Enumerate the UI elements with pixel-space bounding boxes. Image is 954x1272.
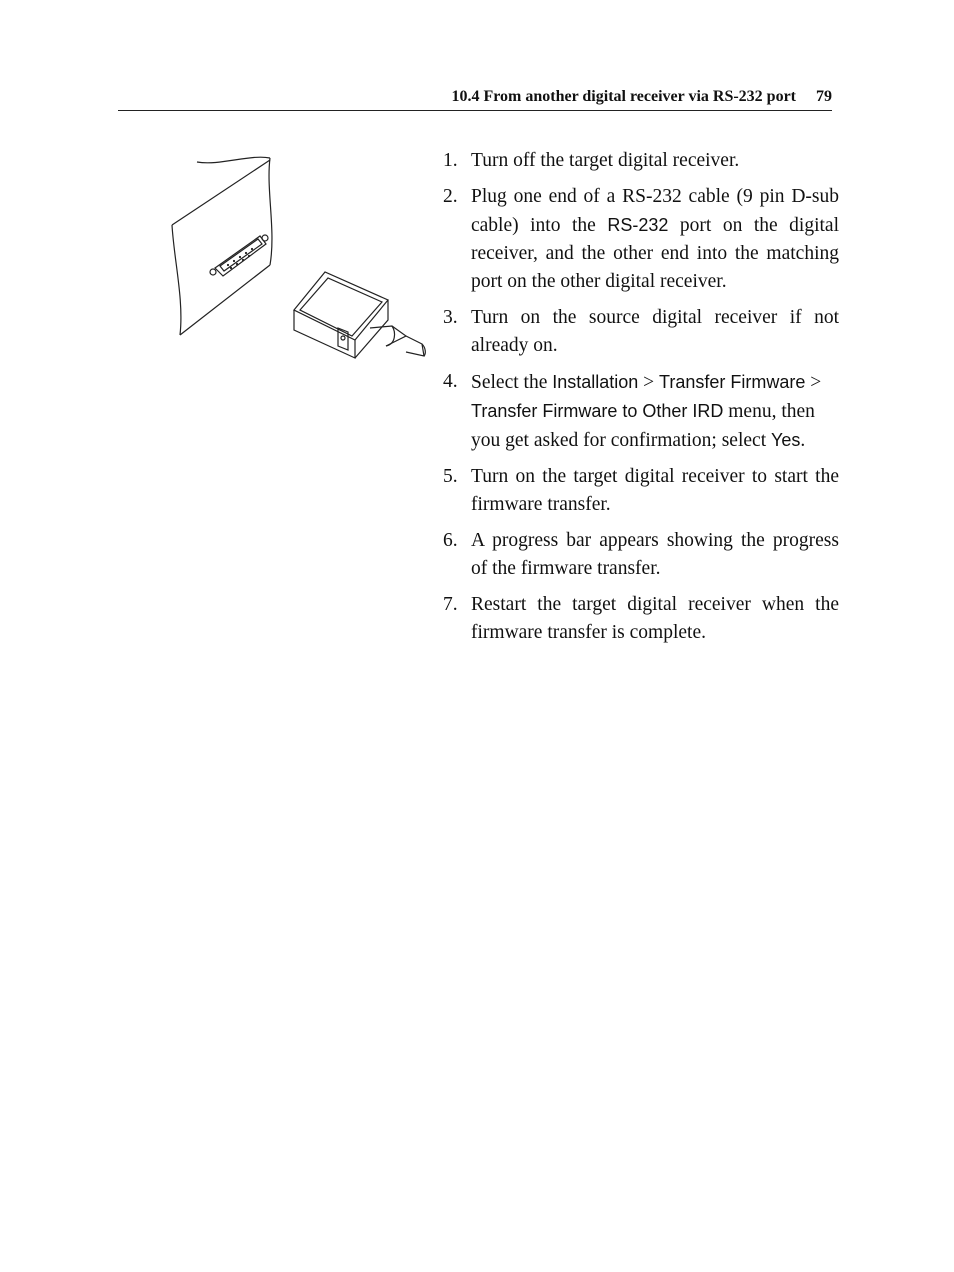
yes-option-label: Yes [770, 430, 801, 450]
rs232-illustration [160, 150, 440, 370]
step-text: port on the digital receiver, and the other end into the matching port on the other digital receiver. [471, 215, 839, 292]
list-item [443, 463, 839, 519]
step-text: Plug one end of a RS-232 cable (9 pin D-sub cable) into the [471, 186, 839, 236]
step-number: 7. [443, 594, 458, 615]
step-number: 2. [443, 186, 458, 207]
list-item [443, 368, 839, 455]
list-item [443, 147, 839, 175]
list-item [443, 591, 839, 647]
step-text: . [800, 430, 806, 451]
menu-separator: > [638, 372, 660, 393]
step-number: 1. [443, 150, 458, 171]
step-text: Restart the target digital receiver when the firmware transfer is complete. [471, 594, 839, 643]
step-number: 4. [443, 371, 458, 392]
list-item [443, 304, 839, 360]
section-title: 10.4 From another digital receiver via RS-232 port [451, 88, 796, 105]
page-number: 79 [816, 88, 832, 105]
step-text: Select the [471, 372, 553, 393]
rs232-port-and-cable-icon [160, 150, 440, 370]
step-number: 6. [443, 530, 458, 551]
list-item [443, 527, 839, 583]
step-text: menu, then you get asked for confirmation; select [471, 401, 815, 451]
step-number: 3. [443, 307, 458, 328]
step-text: A progress bar appears showing the progress of the firmware transfer. [471, 530, 839, 579]
list-item [443, 183, 839, 296]
running-header [118, 86, 832, 111]
menu-transfer-firmware: Transfer Firmware [659, 372, 806, 392]
menu-transfer-firmware-other-ird: Transfer Firmware to Other IRD [471, 401, 724, 421]
menu-separator: > [805, 372, 822, 393]
step-number: 5. [443, 466, 458, 487]
menu-installation: Installation [552, 372, 639, 392]
step-text: Turn on the source digital receiver if not already on. [471, 307, 839, 356]
instruction-list [443, 147, 839, 655]
step-text: Turn off the target digital receiver. [471, 150, 740, 171]
rs232-port-label: RS-232 [607, 215, 669, 235]
step-text: Turn on the target digital receiver to start the firmware transfer. [471, 466, 839, 515]
